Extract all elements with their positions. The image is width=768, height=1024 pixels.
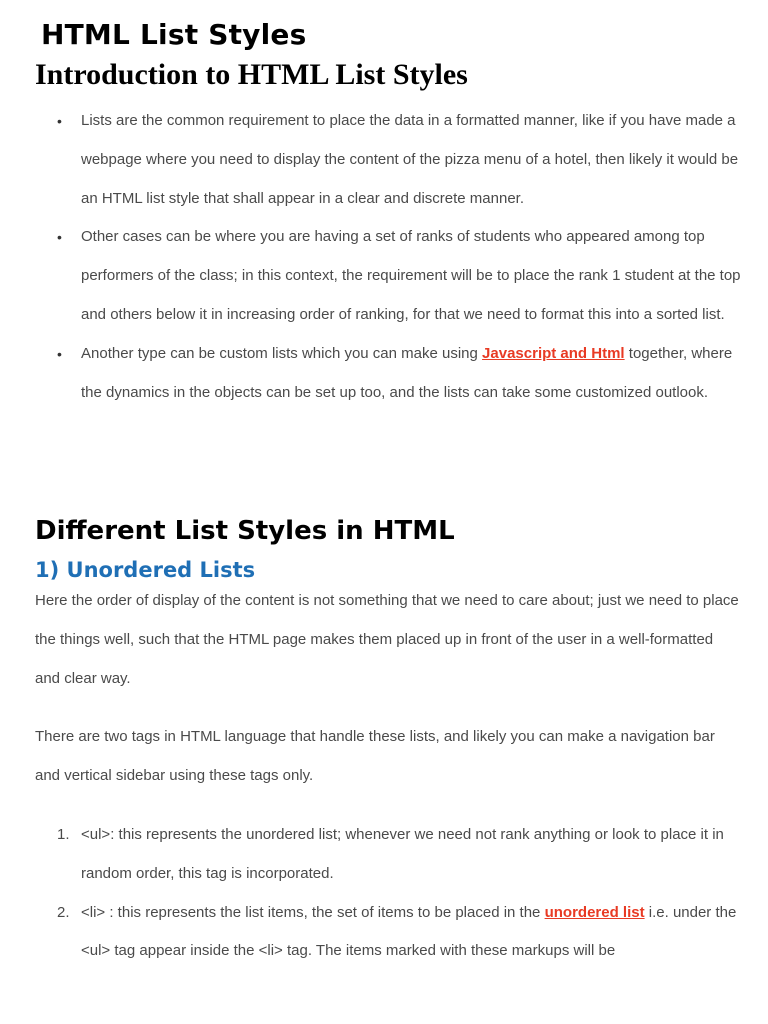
paragraph-order-display: Here the order of display of the content is not something that we need to care about; just we need to place the things well, such that the HTML page makes them placed up in front of the user in a well-formatted and clear way. (35, 592, 739, 687)
intro-heading: Introduction to HTML List Styles (35, 58, 468, 91)
bullet-text-before: Another type can be custom lists which you can make using (81, 344, 483, 362)
list-item (57, 335, 741, 413)
bullet-icon: • (57, 229, 62, 246)
paragraph-two-tags: There are two tags in HTML language that handle these lists, and likely you can make a navigation bar and vertical sidebar using these tags only. (35, 728, 715, 784)
unordered-list-link[interactable]: unordered list (544, 903, 645, 921)
bullet-text: Lists are the common requirement to place the data in a formatted manner, like if you have made a webpage where you need to display the content of the pizza menu of a hotel, then likely it would be an HTML list style that shall appear in a clear and discrete manner. (81, 112, 739, 207)
numbered-tag-list (57, 816, 741, 971)
section-heading: Different List Styles in HTML (35, 516, 455, 546)
item-text-before: <li> : this represents the list items, the set of items to be placed in the (81, 903, 545, 921)
item-number: 1. (57, 826, 70, 843)
item-text: <ul>: this represents the unordered list; whenever we need not rank anything or look to place it in random order, this tag is incorporated. (81, 826, 724, 882)
list-item (57, 102, 741, 218)
bullet-icon: • (57, 113, 62, 129)
item-text-after: i.e. under the <ul> tag appear inside the <li> tag. The items marked with these markups will be (81, 903, 737, 960)
list-item (57, 816, 741, 894)
document-title: HTML List Styles (41, 18, 307, 51)
bullet-icon: • (57, 345, 62, 362)
intro-bullet-list (57, 102, 741, 412)
bullet-text: Other cases can be where you are having a set of ranks of students who appeared among top performers of the class; in this context, the requirement will be to place the rank 1 student at the top and others below it in increasing order of ranking, for that we need to format this into a sorted list. (81, 228, 741, 323)
javascript-html-link[interactable]: Javascript and Html (482, 344, 625, 362)
sub-heading-unordered-lists: 1) Unordered Lists (35, 558, 256, 582)
bullet-text-after: together, where the dynamics in the objects can be set up too, and the lists can take some customized outlook. (81, 344, 733, 401)
list-item (57, 894, 741, 972)
item-number: 2. (57, 903, 70, 921)
list-item (57, 218, 741, 334)
